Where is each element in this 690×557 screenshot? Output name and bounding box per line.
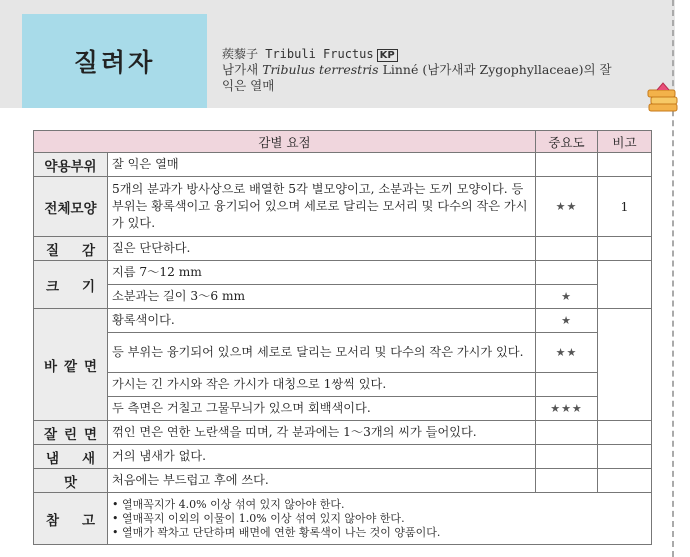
origin-suffix: Linné (남가새과 Zygophyllaceae)의 잘 (378, 62, 612, 77)
row-label: 냄 새 (34, 445, 108, 469)
title-box (22, 14, 207, 108)
importance-stars: ★★★ (536, 397, 598, 421)
header-info (222, 46, 652, 94)
table-row (34, 469, 652, 493)
kp-badge: KP (377, 49, 398, 62)
row-label: 참 고 (34, 493, 108, 545)
table-row (34, 261, 652, 285)
importance-stars: ★ (536, 309, 598, 333)
page-title: 질려자 (73, 48, 156, 77)
note-cell (598, 153, 652, 177)
table-row (34, 309, 652, 333)
origin-latin: Tribulus terrestris (262, 62, 379, 77)
row-label: 잘 린 면 (34, 421, 108, 445)
importance-cell (536, 373, 598, 397)
row-label: 약용부위 (34, 153, 108, 177)
importance-stars: ★★ (536, 177, 598, 237)
reference-list (112, 498, 647, 540)
row-desc: 황록색이다. (108, 309, 536, 333)
note-cell (598, 445, 652, 469)
origin-prefix: 남가새 (222, 62, 263, 77)
row-desc: 잘 익은 열매 (108, 153, 536, 177)
row-desc: 꺾인 면은 연한 노란색을 띠며, 각 분과에는 1～3개의 씨가 들어있다. (108, 421, 536, 445)
header-importance: 중요도 (536, 131, 598, 153)
row-label: 전체모양 (34, 177, 108, 237)
table-row (34, 493, 652, 545)
name-line (222, 46, 652, 62)
importance-cell (536, 153, 598, 177)
row-desc: 등 부위는 융기되어 있으며 세로로 달리는 모서리 및 다수의 작은 가시가 있다. (108, 333, 536, 373)
list-item: • 열매꼭지 이외의 이물이 1.0% 이상 섞여 있지 않아야 한다. (112, 512, 647, 526)
row-desc: 질은 단단하다. (108, 237, 536, 261)
importance-cell (536, 421, 598, 445)
note-cell (598, 309, 652, 421)
row-desc: 두 측면은 거칠고 그물무늬가 있으며 회백색이다. (108, 397, 536, 421)
importance-cell (536, 469, 598, 493)
identification-table (33, 130, 652, 545)
importance-stars: ★ (536, 285, 598, 309)
table-row (34, 397, 652, 421)
table-row (34, 333, 652, 373)
header-criteria: 감별 요점 (34, 131, 536, 153)
origin-line-2: 익은 열매 (222, 78, 275, 93)
table-row (34, 421, 652, 445)
importance-stars: ★★ (536, 333, 598, 373)
row-label: 맛 (34, 469, 108, 493)
table-row (34, 237, 652, 261)
row-desc: 처음에는 부드럽고 후에 쓰다. (108, 469, 536, 493)
row-desc: 거의 냄새가 없다. (108, 445, 536, 469)
table-row (34, 153, 652, 177)
header-note: 비고 (598, 131, 652, 153)
row-desc: 가시는 긴 가시와 작은 가시가 대칭으로 1쌍씩 있다. (108, 373, 536, 397)
row-desc: 소분과는 길이 3～6 mm (108, 285, 536, 309)
note-cell (598, 469, 652, 493)
table-row (34, 177, 652, 237)
herb-name: 蒺藜子 Tribuli Fructus (222, 47, 374, 61)
note-cell (598, 421, 652, 445)
importance-cell (536, 445, 598, 469)
stacked-books-icon (643, 78, 683, 118)
importance-cell (536, 261, 598, 285)
note-cell (598, 261, 652, 309)
table-header-row (34, 131, 652, 153)
row-label: 바 깥 면 (34, 309, 108, 421)
importance-cell (536, 237, 598, 261)
note-cell: 1 (598, 177, 652, 237)
row-desc: 5개의 분과가 방사상으로 배열한 5각 별모양이고, 소분과는 도끼 모양이다. 등 부위는 황록색이고 융기되어 있으며 세로로 달리는 모서리 및 다수의 작은 가시가 있다. (108, 177, 536, 237)
note-cell (598, 237, 652, 261)
row-label: 질 감 (34, 237, 108, 261)
table-row (34, 285, 652, 309)
reference-cell (108, 493, 652, 545)
list-item: • 열매가 꽉차고 단단하며 배면에 연한 황록색이 나는 것이 양품이다. (112, 526, 647, 540)
table-row (34, 373, 652, 397)
list-item: • 열매꼭지가 4.0% 이상 섞여 있지 않아야 한다. (112, 498, 647, 512)
row-label: 크 기 (34, 261, 108, 309)
origin-line (222, 62, 652, 78)
table-row (34, 445, 652, 469)
row-desc: 지름 7～12 mm (108, 261, 536, 285)
